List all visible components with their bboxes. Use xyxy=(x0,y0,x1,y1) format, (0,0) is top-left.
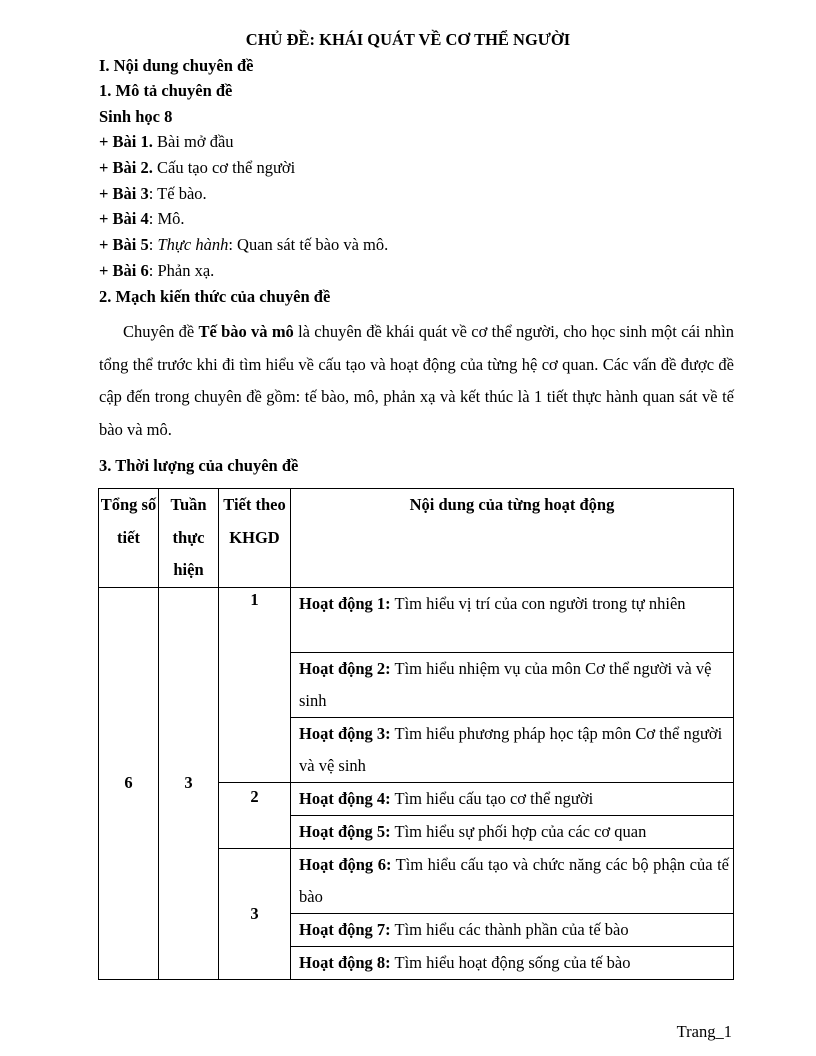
lesson-italic-text: Thực hành xyxy=(157,235,229,254)
lesson-text: Cấu tạo cơ thể người xyxy=(152,158,296,177)
total-periods-cell: 6 xyxy=(99,587,159,979)
lesson-prefix: + xyxy=(99,158,113,177)
weeks-cell: 3 xyxy=(159,587,219,979)
lesson-prefix: + xyxy=(99,209,113,228)
lesson-prefix: + xyxy=(99,261,113,280)
period-cell: 3 xyxy=(219,848,291,979)
lesson-item xyxy=(99,209,185,229)
period-cell: 1 xyxy=(219,587,291,782)
lesson-item xyxy=(99,132,234,152)
activity-cell: Hoạt động 7: Tìm hiểu các thành phần của tế bào xyxy=(291,913,734,946)
lesson-prefix: + xyxy=(99,235,113,254)
activity-cell: Hoạt động 3: Tìm hiểu phương pháp học tập môn Cơ thể người và vệ sinh xyxy=(291,717,734,782)
section-heading: I. Nội dung chuyên đề xyxy=(99,56,254,75)
lesson-label: Bài 3 xyxy=(112,184,149,203)
activity-cell: Hoạt động 2: Tìm hiểu nhiệm vụ của môn Cơ thể người và vệ sinh xyxy=(291,652,734,717)
header-periods-plan: Tiết theo KHGD xyxy=(219,489,291,588)
lesson-text: : Phản xạ. xyxy=(148,261,215,280)
header-activity-content: Nội dung của từng hoạt động xyxy=(291,489,734,588)
paragraph-bold-term: Tế bào và mô xyxy=(198,322,294,341)
lesson-text: : Mô. xyxy=(148,209,185,228)
period-cell: 2 xyxy=(219,782,291,848)
header-weeks: Tuần thực hiện xyxy=(159,489,219,588)
lesson-label: Bài 1. xyxy=(112,132,153,151)
activity-cell: Hoạt động 4: Tìm hiểu cấu tạo cơ thể người xyxy=(291,782,734,815)
lesson-item xyxy=(99,184,207,204)
subsection-heading-1: 1. Mô tả chuyên đề xyxy=(99,81,233,100)
lesson-text: : Quan sát tế bào và mô. xyxy=(228,235,389,254)
body-paragraph: Chuyên đề Tế bào và mô là chuyên đề khái quát về cơ thể người, cho học sinh một cái nhìn tổng thể trước khi đi tìm hiểu về cấu tạo và hoạt động của từng hệ cơ quan. Các vấn đề được đề cập đến trong chuyên đề gồm: tế bào, mô, phản xạ và kết thúc là 1 tiết thực hành quan sát về tế bào và mô. xyxy=(99,322,734,439)
duration-table xyxy=(98,488,734,980)
activity-cell: Hoạt động 1: Tìm hiểu vị trí của con người trong tự nhiên xyxy=(291,587,734,652)
lesson-prefix: + xyxy=(99,184,113,203)
subsection-heading-3: 3. Thời lượng của chuyên đề xyxy=(99,456,299,475)
subsection-heading-2: 2. Mạch kiến thức của chuyên đề xyxy=(99,287,331,306)
lesson-label: Bài 2. xyxy=(112,158,153,177)
header-total-periods: Tổng số tiết xyxy=(99,489,159,588)
document-title: CHỦ ĐỀ: KHÁI QUÁT VỀ CƠ THỂ NGƯỜI xyxy=(245,30,571,49)
page-number: Trang_1 xyxy=(676,1022,732,1041)
lesson-label: Bài 4 xyxy=(112,209,149,228)
lesson-item: + Bài 5: Thực hành: Quan sát tế bào và mô. xyxy=(99,235,389,254)
activity-cell: Hoạt động 8: Tìm hiểu hoạt động sống của tế bào xyxy=(291,946,734,979)
lesson-item xyxy=(99,261,214,281)
lesson-label: Bài 5 xyxy=(112,235,149,254)
subject-label: Sinh học 8 xyxy=(99,107,173,126)
lesson-text: : Tế bào. xyxy=(148,184,207,203)
activity-cell: Hoạt động 5: Tìm hiểu sự phối hợp của các cơ quan xyxy=(291,815,734,848)
lesson-item xyxy=(99,158,295,178)
lesson-prefix: + xyxy=(99,132,113,151)
activity-cell: Hoạt động 6: Tìm hiểu cấu tạo và chức năng các bộ phận của tế bào xyxy=(291,848,734,913)
lesson-label: Bài 6 xyxy=(112,261,149,280)
lesson-text: Bài mở đầu xyxy=(152,132,234,151)
